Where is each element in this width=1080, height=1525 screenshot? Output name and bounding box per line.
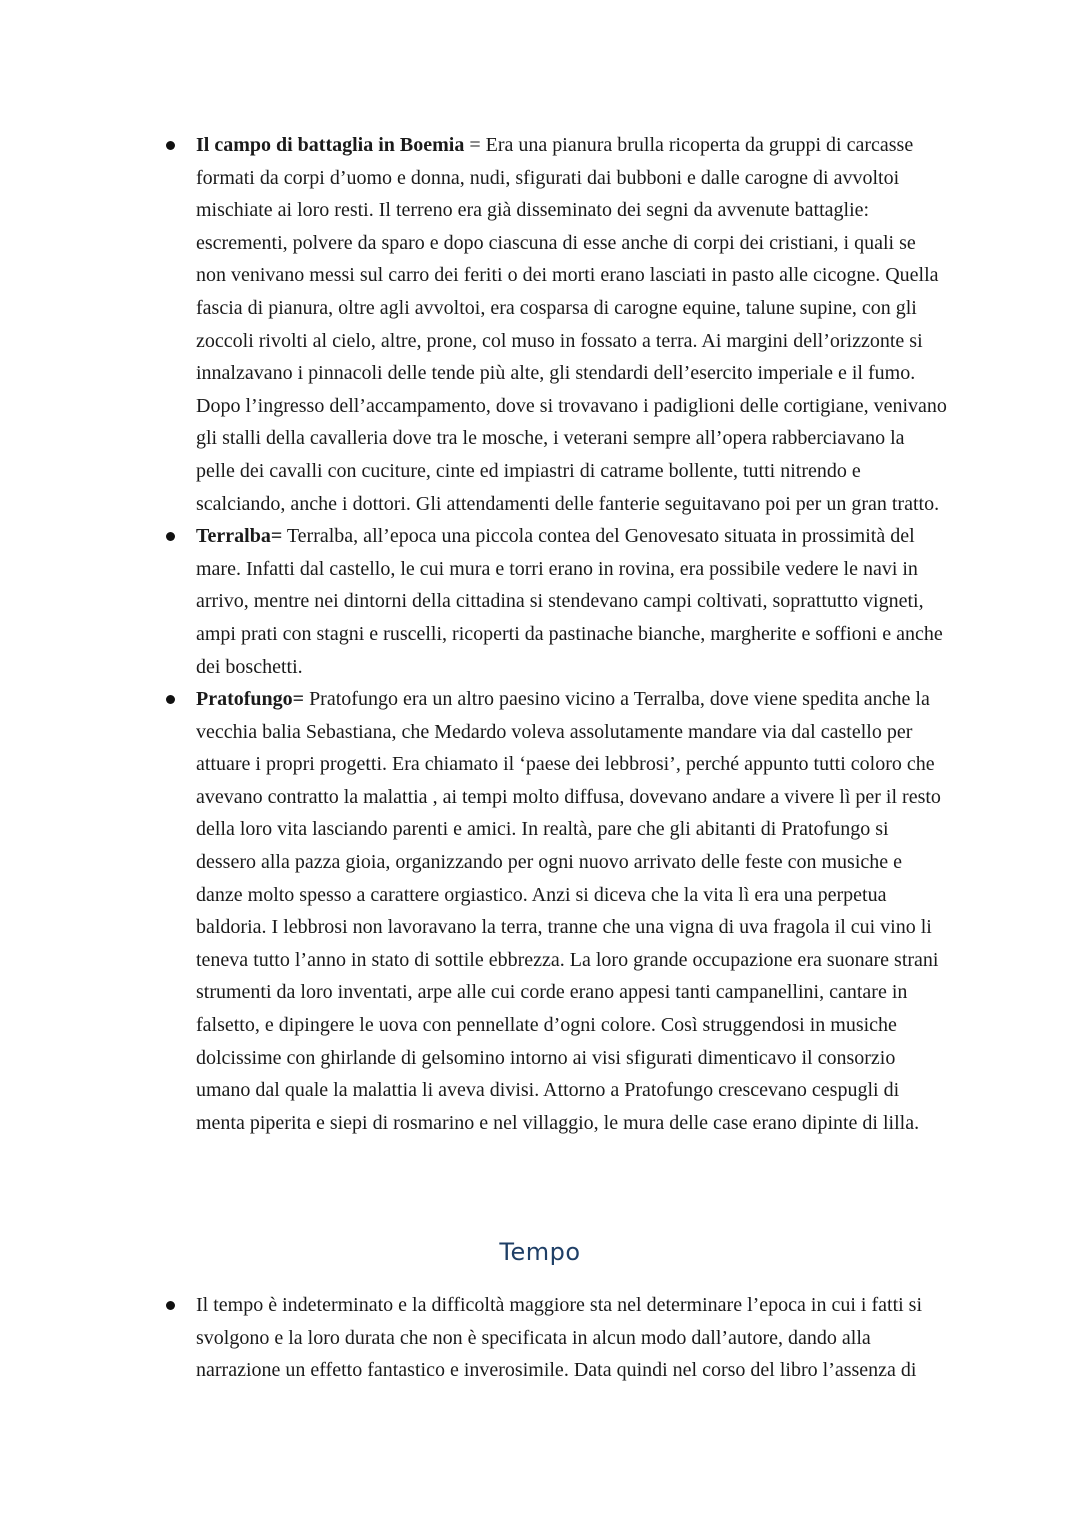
bullet-icon bbox=[166, 1301, 175, 1310]
places-list bbox=[0, 129, 1080, 1139]
term-terralba: Terralba= bbox=[196, 525, 283, 548]
description-terralba: Terralba, all’epoca una piccola contea del Genovesato situata in prossimità del mare. Infatti dal castello, le cui mura e torri erano in rovina, era possibile vedere le navi in arrivo, mentre nei dintorni della cittadina si stendevano campi coltivati, soprattutto vigneti, ampi prati con stagni e ruscelli, ricoperti da pastinache bianche, margherite e soffioni e anche dei boschetti. bbox=[196, 525, 943, 678]
section-heading-tempo: Tempo bbox=[499, 1238, 581, 1266]
bullet-icon bbox=[166, 532, 175, 541]
description-tempo: Il tempo è indeterminato e la difficoltà maggiore sta nel determinare l’epoca in cui i fatti si svolgono e la loro durata che non è specificata in alcun modo dall’autore, dando alla narrazione un effetto fantastico e inverosimile. Data quindi nel corso del libro l’assenza di bbox=[196, 1294, 923, 1382]
bullet-icon bbox=[166, 695, 175, 704]
list-item-tempo bbox=[0, 1289, 948, 1387]
list-item-pratofungo bbox=[0, 683, 948, 1139]
description-boemia: = Era una pianura brulla ricoperta da gruppi di carcasse formati da corpi d’uomo e donna, nudi, sfigurati dai bubboni e dalle carogne di avvoltoi mischiate ai loro resti. Il terreno era già disseminato dei segni da avvenute battaglie: escrementi, polvere da sparo e dopo ciascuna di esse anche di corpi dei cristiani, i quali se non venivano messi sul carro dei feriti o dei morti erano lasciati in pasto alle cicogne. Quella fascia di pianura, oltre agli avvoltoi, era cosparsa di carogne equine, talune supine, con gli zoccoli rivolti al cielo, altre, prone, col muso in fossato a terra. Ai margini dell’orizzonte si innalzavano i pinnacoli delle tende più alte, gli stendardi dell’esercito imperiale e il fumo. Dopo l’ingresso dell’accampamento, dove si trovavano i padiglioni delle cortigiane, venivano gli stalli della cavalleria dove tra le mosche, i veterani sempre all’opera rabberciavano la pelle dei cavalli con cuciture, cinte ed impiastri di catrame bollente, tutti nitrendo e scalciando, anche i dottori. Gli attendamenti delle fanterie seguitavano poi per un gran tratto. bbox=[196, 134, 947, 515]
term-pratofungo: Pratofungo= bbox=[196, 688, 305, 711]
list-item-terralba bbox=[0, 520, 948, 683]
bullet-icon bbox=[166, 141, 175, 150]
list-item-boemia bbox=[0, 129, 948, 520]
description-pratofungo: Pratofungo era un altro paesino vicino a Terralba, dove viene spedita anche la vecchia balia Sebastiana, che Medardo voleva assolutamente mandare via dal castello per attuare i propri progetti. Era chiamato il ‘paese dei lebbrosi’, perché appunto tutti coloro che avevano contratto la malattia , ai tempi molto diffusa, dovevano andare a vivere lì per il resto della loro vita lasciando parenti e amici. In realtà, pare che gli abitanti di Pratofungo si dessero alla pazza gioia, organizzando per ogni nuovo arrivato delle feste con musiche e danze molto spesso a carattere orgiastico. Anzi si diceva che la vita lì era una perpetua baldoria. I lebbrosi non lavoravano la terra, tranne che una vigna di uva fragola il cui vino li teneva tutto l’anno in stato di sottile ebbrezza. La loro grande occupazione era suonare strani strumenti da loro inventati, arpe alle cui corde erano appesi tanti campanellini, cantare in falsetto, e dipingere le uova con pennellate d’ogni colore. Così struggendosi in musiche dolcissime con ghirlande di gelsomino intorno ai visi sfigurati dimenticavo il consorzio umano dal quale la malattia li aveva divisi. Attorno a Pratofungo crescevano cespugli di menta piperita e siepi di rosmarino e nel villaggio, le mura delle case erano dipinte di lilla. bbox=[196, 688, 941, 1134]
term-boemia: Il campo di battaglia in Boemia bbox=[196, 134, 465, 156]
tempo-list bbox=[0, 1289, 1080, 1387]
